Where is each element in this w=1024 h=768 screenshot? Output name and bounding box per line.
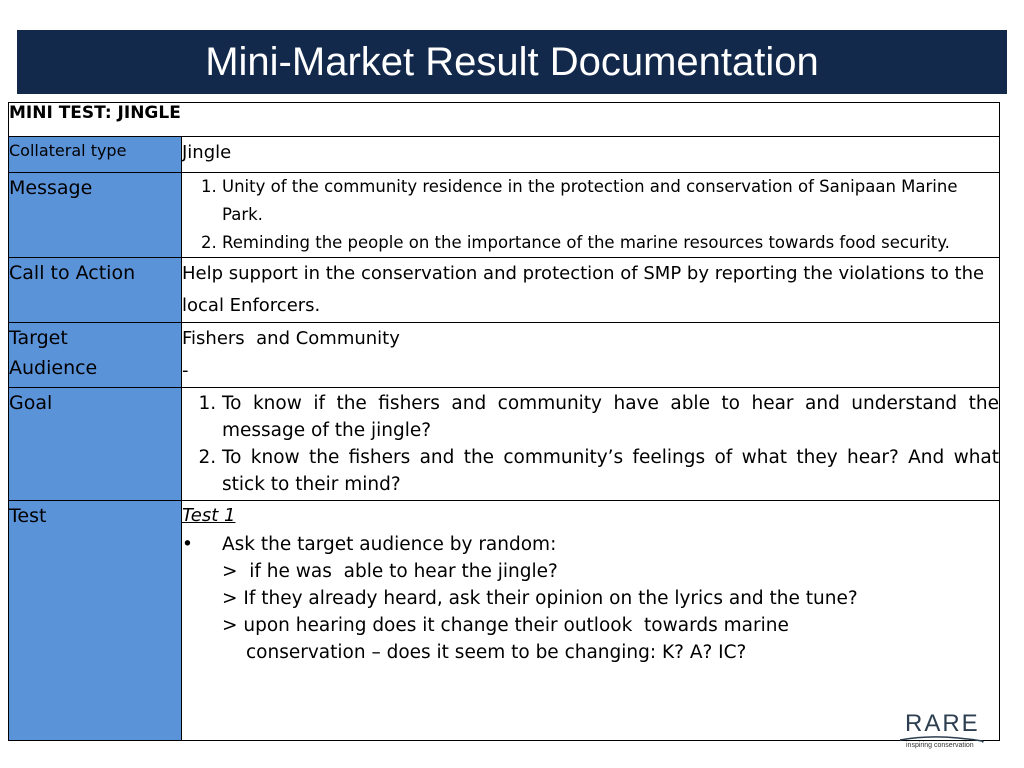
message-value bbox=[182, 173, 1000, 258]
table-row bbox=[9, 137, 1000, 173]
target-audience-label bbox=[9, 323, 182, 388]
test-label: Test bbox=[9, 501, 182, 741]
logo-tagline: inspiring conservation bbox=[906, 742, 974, 749]
list-item: 2. Reminding the people on the importance of the marine resources towards food security. bbox=[222, 229, 999, 257]
slide-title: Mini-Market Result Documentation bbox=[17, 30, 1007, 94]
table-row bbox=[9, 388, 1000, 501]
goal-list bbox=[182, 388, 999, 500]
test-bullet-text: Ask the target audience by random: bbox=[222, 534, 557, 555]
target-audience-value-line1: Fishers and Community bbox=[182, 328, 400, 349]
target-audience-value-line2: - bbox=[182, 360, 189, 381]
logo-name: RARE bbox=[905, 710, 980, 737]
test-question-1: > if he was able to hear the jingle? bbox=[222, 561, 558, 582]
table-header: MINI TEST: JINGLE bbox=[9, 103, 1000, 137]
test-value bbox=[182, 501, 1000, 741]
documentation-table bbox=[8, 102, 1000, 741]
goal-label: Goal bbox=[9, 388, 182, 501]
list-item: 1. To know if the fishers and community have able to hear and understand the message of the jingle? bbox=[222, 390, 999, 444]
message-label: Message bbox=[9, 173, 182, 258]
rare-logo bbox=[896, 710, 986, 758]
call-to-action-label: Call to Action bbox=[9, 258, 182, 323]
test-question-3-continued: conservation – does it seem to be changing: K? A? IC? bbox=[246, 642, 747, 663]
target-audience-label-line2: Audience bbox=[9, 357, 98, 379]
table-header-row bbox=[9, 103, 1000, 137]
goal-value bbox=[182, 388, 1000, 501]
table-row bbox=[9, 323, 1000, 388]
list-item: 1. Unity of the community residence in the protection and conservation of Sanipaan Marine Park. bbox=[222, 173, 999, 229]
collateral-type-value: Jingle bbox=[182, 137, 1000, 173]
test-question-3: > upon hearing does it change their outlook towards marine bbox=[222, 615, 789, 636]
table-row bbox=[9, 501, 1000, 741]
call-to-action-value: Help support in the conservation and protection of SMP by reporting the violations to the local Enforcers. bbox=[182, 258, 1000, 323]
test-1-link[interactable]: Test 1 bbox=[182, 505, 236, 526]
table-row bbox=[9, 258, 1000, 323]
target-audience-value bbox=[182, 323, 1000, 388]
collateral-type-label: Collateral type bbox=[9, 137, 182, 173]
table-row bbox=[9, 173, 1000, 258]
message-list bbox=[182, 173, 999, 257]
test-question-2: > If they already heard, ask their opinion on the lyrics and the tune? bbox=[222, 588, 858, 609]
target-audience-label-line1: Target bbox=[9, 327, 68, 349]
bullet-icon: • bbox=[182, 534, 193, 555]
test-bullet bbox=[182, 531, 999, 558]
list-item: 2. To know the fishers and the community’s feelings of what they hear? And what stick to their mind? bbox=[222, 444, 999, 498]
